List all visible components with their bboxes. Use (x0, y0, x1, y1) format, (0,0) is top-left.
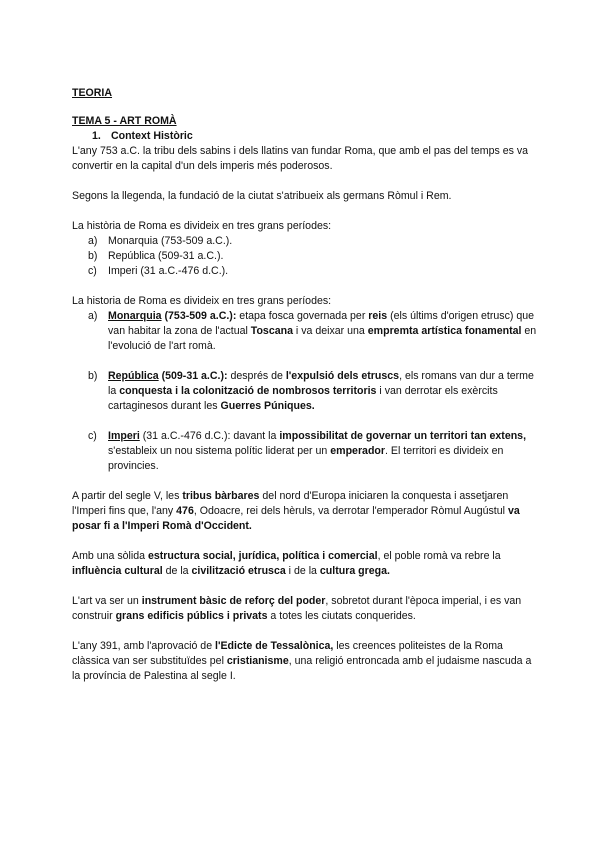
periods-detail-list (72, 309, 540, 474)
bold-run: cristianisme (226, 655, 289, 667)
text-run: A partir del segle V, les (72, 490, 183, 502)
bold-run: civilització etrusca (191, 565, 286, 577)
periods-list (72, 234, 540, 279)
list-marker: c) (88, 430, 97, 442)
bold-run: conquesta i la colonització de nombrosos territoris (119, 385, 377, 397)
text-run: , el poble romà va rebre la (377, 550, 501, 562)
list-item (72, 234, 540, 249)
text-run: (els últims d'origen etrusc) que van habitar la zona de l'actual (108, 310, 535, 337)
bold-run: Guerres Púniques. (220, 400, 315, 412)
paragraph-periods-intro: La història de Roma es divideix en tres grans períodes: (72, 220, 332, 232)
document-title: TEORIA (72, 87, 113, 99)
period-name: Imperi (108, 430, 140, 442)
paragraph-founding: L'any 753 a.C. la tribu dels sabins i dels llatins van fundar Roma, que amb el pas del temps es va convertir en la capital d'un dels imperis més poderosos. (72, 145, 529, 172)
bold-run: impossibilitat de governar un territori tan extens, (279, 430, 527, 442)
list-marker: a) (88, 310, 98, 322)
text-run: (31 a.C.-476 d.C.): davant la (139, 430, 280, 442)
tema-title: TEMA 5 - ART ROMÀ (72, 115, 177, 127)
list-item (72, 249, 540, 264)
period-name: República (108, 370, 159, 382)
period-dates: (509-31 a.C.): (158, 370, 228, 382)
period-monarquia (72, 309, 540, 354)
section-number: 1. (92, 130, 101, 142)
period-name: Monarquia (108, 310, 162, 322)
text-run: L'art va ser un (72, 595, 142, 607)
list-marker: c) (88, 265, 97, 277)
paragraph-legend: Segons la llegenda, la fundació de la ciutat s'atribueix als germans Ròmul i Rem. (72, 190, 452, 202)
text-run: etapa fosca governada per (236, 310, 369, 322)
bold-run: Toscana (250, 325, 293, 337)
period-imperi (72, 429, 540, 474)
period-republica (72, 369, 540, 414)
bold-run: tribus bàrbares (182, 490, 260, 502)
text-run: a totes les ciutats conquerides. (267, 610, 416, 622)
bold-run: va posar fi a l'Imperi Romà d'Occident. (72, 505, 520, 532)
bold-run: emperador (330, 445, 386, 457)
bold-run: l'Edicte de Tessalònica, (215, 640, 334, 652)
bold-run: empremta artística fonamental (367, 325, 522, 337)
bold-run: reis (368, 310, 388, 322)
text-run: . El territori es divideix en provincies. (108, 445, 504, 472)
bold-run: estructura social, jurídica, política i comercial (147, 550, 378, 562)
bold-run: l'expulsió dels etruscs (285, 370, 400, 382)
list-marker: a) (88, 235, 98, 247)
list-marker: b) (88, 370, 98, 382)
text-run: Amb una sòlida (72, 550, 148, 562)
text-run: del nord d'Europa iniciaren la conquesta i assetjaren l'Imperi fins que, l'any (72, 490, 509, 517)
bold-run: influència cultural (72, 565, 163, 577)
text-run: , una religió entroncada amb el judaisme nascuda a la província de Palestina al segle I. (72, 655, 532, 682)
paragraph-art-power (72, 594, 540, 624)
text-run: les creences politeistes de la Roma clàssica van ser substituïdes pel (72, 640, 503, 667)
period-dates: (753-509 a.C.): (164, 310, 237, 322)
list-item-text: Imperi (31 a.C.-476 d.C.). (108, 265, 229, 277)
bold-run: cultura grega. (319, 565, 390, 577)
text-run: , sobretot durant l'època imperial, i es van construir (72, 595, 522, 622)
paragraph-influences (72, 549, 540, 579)
bold-run: instrument bàsic de reforç del poder (141, 595, 326, 607)
text-run: , Odoacre, rei dels hèruls, va derrotar l'emperador Ròmul Augústul (193, 505, 508, 517)
list-item-text: República (509-31 a.C.). (108, 250, 224, 262)
section-heading (92, 129, 540, 144)
list-item (72, 264, 540, 279)
text-run: i de la (285, 565, 320, 577)
paragraph-christianity (72, 639, 540, 684)
text-run: de la (162, 565, 192, 577)
text-run: en l'evolució de l'art romà. (108, 325, 537, 352)
paragraph-barbarian-invasions (72, 489, 540, 534)
text-run: i van derrotar els exèrcits cartaginesos durant les (108, 385, 498, 412)
text-run: s'estableix un nou sistema polític liderat per un (108, 445, 331, 457)
bold-run: grans edificis públics i privats (115, 610, 268, 622)
section-title: Context Històric (110, 130, 193, 142)
list-marker: b) (88, 250, 98, 262)
text-run: L'any 391, amb l'aprovació de (72, 640, 216, 652)
text-run: , els romans van dur a terme la (108, 370, 534, 397)
paragraph-periods-detail-intro: La historia de Roma es divideix en tres grans períodes: (72, 295, 332, 307)
list-item-text: Monarquia (753-509 a.C.). (108, 235, 233, 247)
text-run: després de (227, 370, 286, 382)
text-run: i va deixar una (292, 325, 368, 337)
bold-run: 476 (176, 505, 194, 517)
